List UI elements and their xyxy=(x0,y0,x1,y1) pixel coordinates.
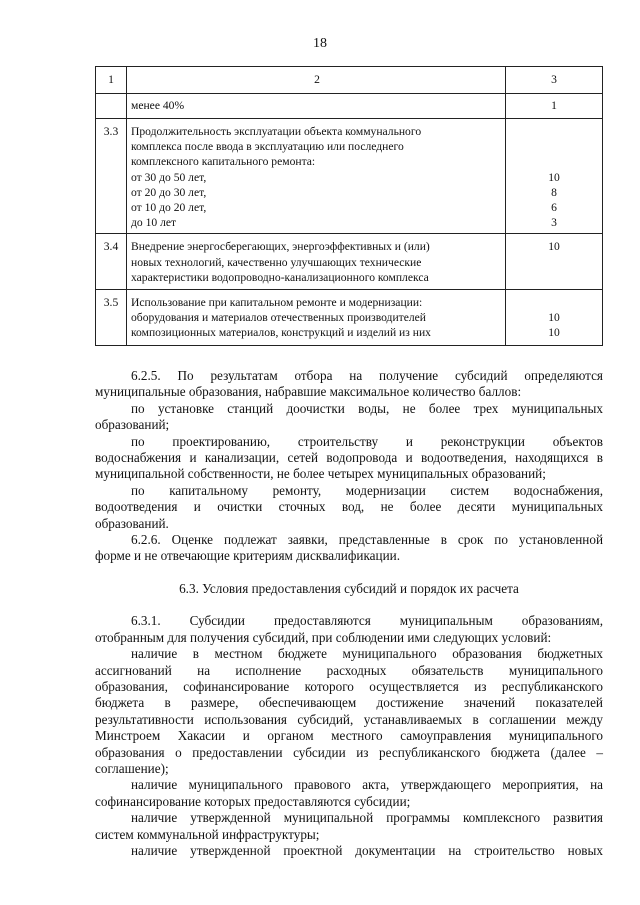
table-row xyxy=(96,234,603,290)
score-value: 10 xyxy=(548,240,560,254)
score-value: 6 xyxy=(551,200,557,214)
text-line: 6.3.1. Субсидии предоставляются муниципальным образованиям, xyxy=(131,613,603,629)
text-line: водоснабжения и канализации, сетей водопровода и водоотведения, находящихся в xyxy=(95,450,603,466)
paragraph-6-2-5-item-1 xyxy=(95,401,603,434)
row-description xyxy=(127,290,506,346)
text-line: софинансирование которых предоставляются субсидии; xyxy=(95,793,411,809)
paragraph-6-3-1-condition-2 xyxy=(95,777,603,810)
text-line: результативности использования субсидий, устанавливаемых в соглашении между xyxy=(95,711,603,727)
score-value: 10 xyxy=(548,170,560,184)
header-cell-2: 2 xyxy=(127,67,506,94)
row-description xyxy=(127,234,506,290)
text-line: водоотведения и очистки сточных вод, не более десяти муниципальных xyxy=(95,499,603,515)
row-score xyxy=(506,234,603,290)
row-number: 3.4 xyxy=(96,234,127,290)
row-line: комплекса после ввода в эксплуатацию или последнего xyxy=(131,140,404,154)
text-line: наличие муниципального правового акта, утверждающего мероприятия, на xyxy=(131,777,603,793)
paragraph-6-3-1 xyxy=(95,613,603,646)
text-line: наличие утвержденной проектной документации на строительство новых xyxy=(131,842,603,858)
text-line: систем коммунальной инфраструктуры; xyxy=(95,826,320,842)
text-line: по проектированию, строительству и реконструкции объектов xyxy=(131,433,603,449)
row-number: 3.3 xyxy=(96,119,127,234)
row-score xyxy=(506,119,603,234)
text-line: по капитальному ремонту, модернизации систем водоснабжения, xyxy=(131,482,603,498)
score-value: 8 xyxy=(551,185,557,199)
paragraph-6-3-1-condition-4 xyxy=(95,843,603,859)
criteria-table xyxy=(95,66,603,346)
row-score xyxy=(506,290,603,346)
row-number: 3.5 xyxy=(96,290,127,346)
table-header-row xyxy=(96,67,603,94)
score-value: 10 xyxy=(548,326,560,340)
row-number xyxy=(96,94,127,119)
paragraph-6-2-6 xyxy=(95,532,603,565)
text-line: по установке станций доочистки воды, не более трех муниципальных xyxy=(131,400,603,416)
text-line: 6.2.6. Оценке подлежат заявки, представленные в срок по установленной xyxy=(131,532,603,548)
text-line: наличие утвержденной муниципальной программы комплексного развития xyxy=(131,810,603,826)
row-line: оборудования и материалов отечественных производителей xyxy=(131,311,427,325)
row-line: Внедрение энергосберегающих, энергоэффективных и (или) xyxy=(131,240,430,254)
row-score xyxy=(506,94,603,119)
text-line: образования о предоставлении субсидии из республиканского бюджета (далее – xyxy=(95,744,603,760)
text-line: соглашение); xyxy=(95,760,169,776)
text-line: форме и не отвечающие критериям дисквалификации. xyxy=(95,548,400,564)
page-number: 18 xyxy=(313,36,327,51)
row-line: комплексного капитального ремонта: xyxy=(131,155,316,169)
row-line: новых технологий, качественно улучшающих технические xyxy=(131,255,422,269)
text-line: образования, софинансирование которого осуществляется из республиканского xyxy=(95,678,603,694)
row-line: Использование при капитальном ремонте и модернизации: xyxy=(131,296,423,310)
row-line: до 10 лет xyxy=(131,216,177,230)
header-cell-1: 1 xyxy=(96,67,127,94)
row-line: композиционных материалов, конструкций и изделий из них xyxy=(131,326,431,340)
text-line: муниципальной собственности, не более четырех муниципальных образований; xyxy=(95,466,546,482)
paragraph-6-2-5-item-2 xyxy=(95,434,603,483)
paragraph-6-2-5-item-3 xyxy=(95,483,603,532)
paragraph-6-3-1-condition-1 xyxy=(95,646,603,777)
row-line: от 20 до 30 лет, xyxy=(131,185,207,199)
text-line: образований; xyxy=(95,417,170,433)
text-line: Минстроем Хакасии и органом местного самоуправления муниципального xyxy=(95,728,603,744)
row-line: Продолжительность эксплуатации объекта коммунального xyxy=(131,125,422,138)
row-description xyxy=(127,119,506,234)
row-line: характеристики водопроводно-канализационного комплекса xyxy=(131,270,429,284)
paragraph-6-3-1-condition-3 xyxy=(95,810,603,843)
row-line: от 10 до 20 лет, xyxy=(131,201,207,215)
table-row xyxy=(96,94,603,119)
row-description xyxy=(127,94,506,119)
text-line: бюджета в размере, обеспечивающем достижение значений показателей xyxy=(95,695,603,711)
score-value: 3 xyxy=(551,216,557,230)
text-line: образований. xyxy=(95,515,169,531)
row-line: от 30 до 50 лет, xyxy=(131,170,207,184)
text-line: муниципальные образования, набравшие максимальное количество баллов: xyxy=(95,384,522,400)
section-heading-6-3: 6.3. Условия предоставления субсидий и порядок их расчета xyxy=(179,580,519,596)
document-body xyxy=(95,368,603,859)
header-cell-3: 3 xyxy=(506,67,603,94)
table-row xyxy=(96,290,603,346)
row-line: менее 40% xyxy=(131,99,185,113)
text-line: наличие в местном бюджете муниципального образования бюджетных xyxy=(131,646,603,662)
table-row xyxy=(96,119,603,234)
paragraph-6-2-5 xyxy=(95,368,603,401)
score-value: 1 xyxy=(551,99,557,113)
score-value: 10 xyxy=(548,311,560,325)
text-line: 6.2.5. По результатам отбора на получение субсидий определяются xyxy=(131,368,603,383)
text-line: ассигнований на исполнение расходных обязательств муниципального xyxy=(95,662,603,678)
text-line: отобранным для получения субсидий, при соблюдении ими следующих условий: xyxy=(95,629,552,645)
